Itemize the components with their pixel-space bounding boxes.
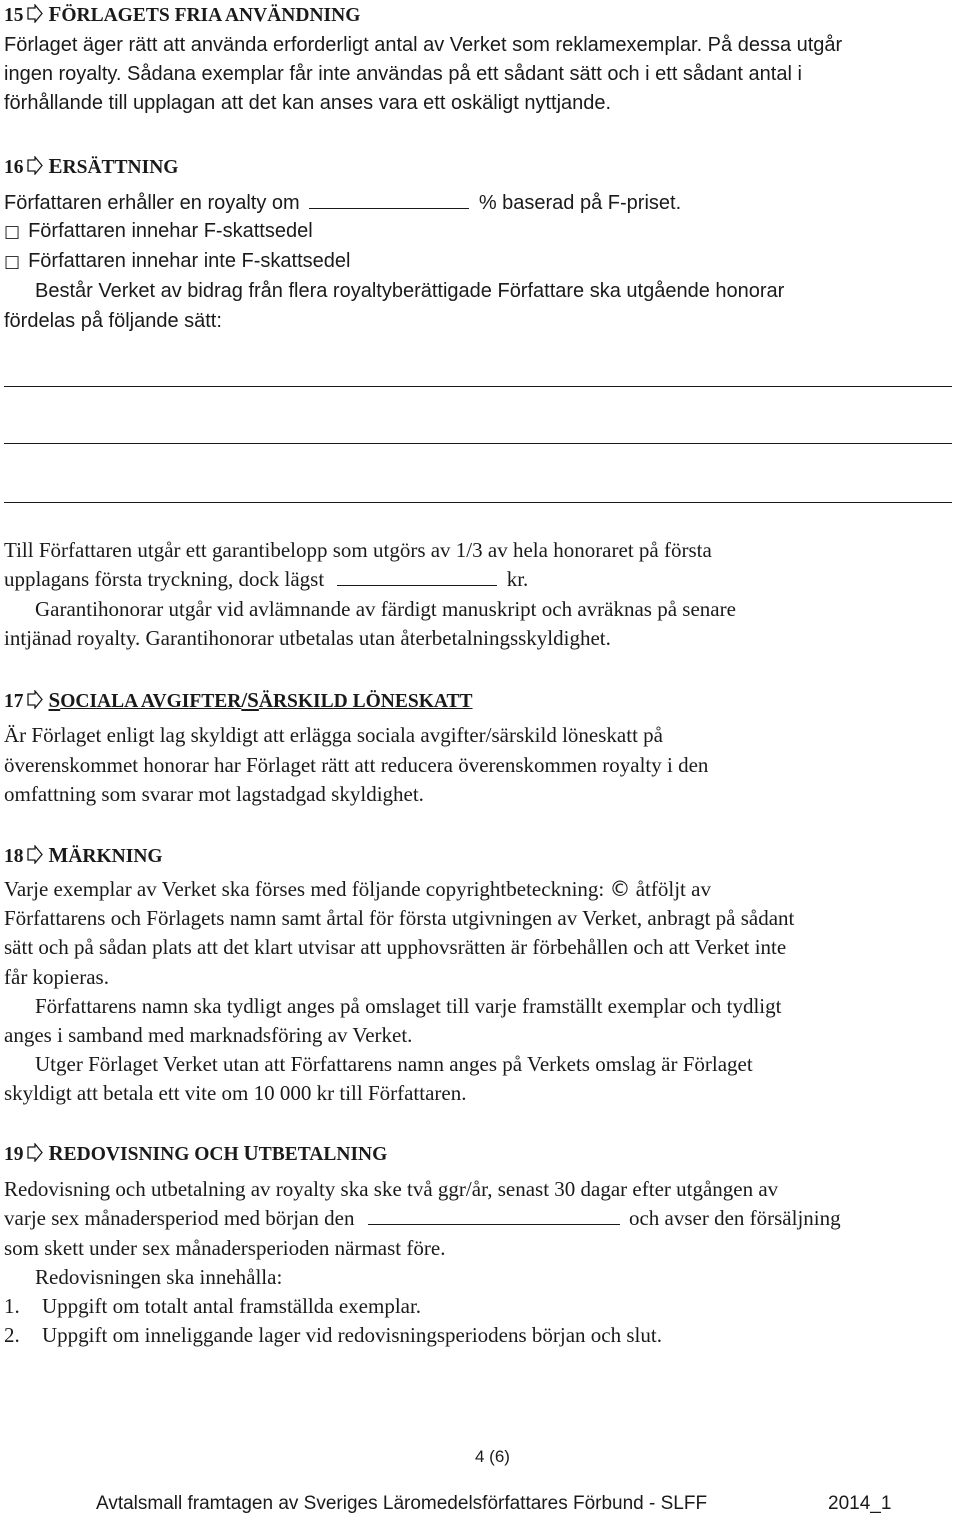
list-item [4, 1294, 421, 1319]
paragraph-line: Redovisningen ska innehålla: [35, 1265, 283, 1289]
arrow-icon [27, 845, 43, 864]
royalty-line [4, 191, 681, 215]
heading-initial: M [48, 843, 69, 867]
copyright-icon: © [609, 877, 631, 901]
paragraph-line: anges i samband med marknadsföring av Verket. [4, 1023, 413, 1047]
paragraph-line: skyldigt att betala ett vite om 10 000 kr till Författaren. [4, 1081, 467, 1105]
paragraph-line: fördelas på följande sätt: [4, 310, 222, 332]
heading-text: ÄRSKILD LÖNESKATT [258, 691, 473, 712]
section-19-heading [4, 1141, 387, 1166]
section-number: 19 [4, 1144, 24, 1165]
list-item-text: Uppgift om inneliggande lager vid redovisningsperiodens början och slut. [42, 1323, 662, 1347]
paragraph-line: Författarens namn ska tydligt anges på omslaget till varje framställt exemplar och tydligt [35, 994, 782, 1018]
guarantee-amount-line [4, 567, 528, 592]
arrow-icon [27, 690, 43, 709]
heading-initial: /S [241, 688, 259, 712]
heading-initial: U [243, 1141, 259, 1165]
paragraph-line: som skett under sex månadersperioden närmast före. [4, 1236, 446, 1260]
section-number: 18 [4, 846, 24, 867]
royalty-percent-blank[interactable] [309, 191, 469, 209]
copyright-line [4, 877, 711, 902]
start-date-label: varje sex månadersperiod med början den [4, 1206, 355, 1230]
section-17-heading [4, 688, 473, 713]
checkbox-option-has-f-skattsedel[interactable] [4, 220, 313, 243]
start-date-line [4, 1206, 841, 1231]
section-number: 16 [4, 157, 24, 178]
checkbox-icon[interactable]: □ [4, 252, 21, 272]
section-number: 17 [4, 691, 24, 712]
guarantee-unit: kr. [506, 567, 529, 591]
copyright-label: Varje exemplar av Verket ska förses med följande copyrightbeteckning: [4, 877, 605, 901]
paragraph-line: Författarens och Förlagets namn samt årtal för första utgivningen av Verket, anbragt på sådant [4, 906, 795, 930]
list-item [4, 1323, 662, 1348]
section-number: 15 [4, 5, 24, 26]
checkbox-label: Författaren innehar inte F-skattsedel [28, 250, 351, 272]
heading-text: ÖRLAGETS FRIA ANVÄNDNING [61, 5, 361, 26]
heading-initial: R [48, 1141, 64, 1165]
heading-initial: E [48, 154, 63, 178]
list-item-number: 1. [4, 1294, 20, 1318]
paragraph-line: Består Verket av bidrag från flera royaltyberättigade Författare ska utgående honorar [35, 280, 785, 302]
list-item-text: Uppgift om totalt antal framställda exemplar. [42, 1294, 422, 1318]
royalty-suffix: % baserad på F-priset. [478, 192, 682, 214]
section-16-heading [4, 154, 178, 179]
royalty-label: Författaren erhåller en royalty om [4, 192, 300, 214]
heading-text: ÄRKNING [68, 846, 163, 867]
paragraph-line: Redovisning och utbetalning av royalty ska ske två ggr/år, senast 30 dagar efter utgången av [4, 1177, 779, 1201]
footer-code: 2014_1 [828, 1493, 892, 1514]
checkbox-option-no-f-skattsedel[interactable] [4, 250, 350, 273]
heading-initial: F [48, 2, 62, 26]
fill-in-line[interactable] [4, 443, 952, 444]
paragraph-line: intjänad royalty. Garantihonorar utbetalas utan återbetalningsskyldighet. [4, 626, 611, 650]
paragraph-line: Är Förlaget enligt lag skyldigt att erlägga sociala avgifter/särskild löneskatt på [4, 723, 663, 747]
page-number: 4 (6) [475, 1447, 510, 1466]
heading-text: RSÄTTNING [62, 157, 179, 178]
checkbox-icon[interactable]: □ [4, 222, 21, 242]
arrow-icon [27, 4, 43, 23]
paragraph-line: ingen royalty. Sådana exemplar får inte användas på ett sådant sätt och i ett sådant antal i [4, 63, 802, 85]
guarantee-label: upplagans första tryckning, dock lägst [4, 567, 325, 591]
heading-text: EDOVISNING OCH [63, 1144, 244, 1165]
paragraph-line: får kopieras. [4, 965, 109, 989]
arrow-icon [27, 1143, 43, 1162]
paragraph-line: Garantihonorar utgår vid avlämnande av färdigt manuskript och avräknas på senare [35, 597, 736, 621]
paragraph-line: Till Författaren utgår ett garantibelopp som utgörs av 1/3 av hela honoraret på första [4, 538, 712, 562]
paragraph-line: Utger Förlaget Verket utan att Författarens namn anges på Verkets omslag är Förlaget [35, 1052, 753, 1076]
paragraph-line: omfattning som svarar mot lagstadgad skyldighet. [4, 782, 424, 806]
heading-text: OCIALA AVGIFTER [60, 691, 242, 712]
section-15-heading [4, 2, 360, 27]
paragraph-line: överenskommet honorar har Förlaget rätt att reducera överenskommen royalty i den [4, 753, 709, 777]
list-item-number: 2. [4, 1323, 20, 1347]
heading-text: TBETALNING [258, 1144, 388, 1165]
fill-in-line[interactable] [4, 502, 952, 503]
paragraph-line: sätt och på sådan plats att det klart utvisar att upphovsrätten är förbehållen och att Verket inte [4, 935, 787, 959]
footer-text: Avtalsmall framtagen av Sveriges Läromedelsförfattares Förbund - SLFF [96, 1493, 708, 1514]
checkbox-label: Författaren innehar F-skattsedel [28, 220, 313, 242]
heading-initial: S [48, 688, 61, 712]
paragraph-line: Förlaget äger rätt att använda erforderligt antal av Verket som reklamexemplar. På dessa utgår [4, 34, 843, 56]
fill-in-line[interactable] [4, 386, 952, 387]
section-18-heading [4, 843, 163, 868]
start-date-blank[interactable] [368, 1207, 620, 1225]
arrow-icon [27, 156, 43, 175]
guarantee-amount-blank[interactable] [337, 568, 497, 586]
paragraph-line: förhållande till upplagan att det kan anses vara ett oskäligt nyttjande. [4, 92, 612, 114]
start-date-suffix: och avser den försäljning [628, 1206, 841, 1230]
copyright-suffix: åtföljt av [635, 877, 711, 901]
